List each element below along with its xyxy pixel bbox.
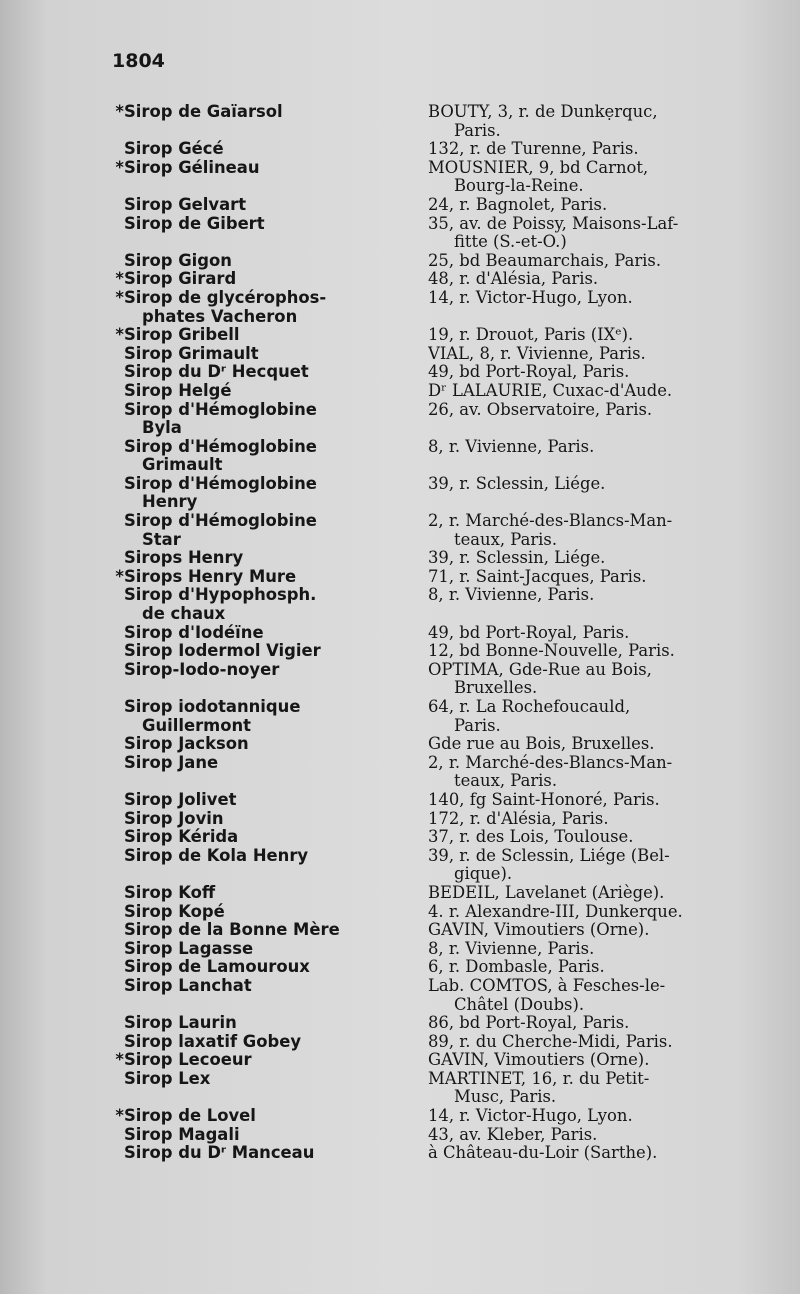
product-name-text: Sirop d'Hémoglobine xyxy=(124,400,317,419)
address xyxy=(428,215,786,252)
address xyxy=(428,754,786,791)
product-name-line xyxy=(112,363,428,382)
address xyxy=(428,1126,786,1145)
directory-entry xyxy=(112,382,792,401)
address xyxy=(428,624,786,643)
asterisk-mark: * xyxy=(115,326,124,345)
product-name-text: Sirop Gelvart xyxy=(124,195,247,214)
product-name xyxy=(112,940,428,959)
product-name-text: Sirop Lagasse xyxy=(124,939,254,958)
directory-entry xyxy=(112,438,792,475)
address xyxy=(428,252,786,271)
product-name-text: Sirop Gribell xyxy=(124,326,240,345)
address-line: 37, r. des Lois, Toulouse. xyxy=(428,828,634,847)
address xyxy=(428,810,786,829)
product-name-line xyxy=(112,586,428,605)
address xyxy=(428,940,786,959)
product-name-line xyxy=(112,642,428,661)
directory-entry xyxy=(112,1033,792,1052)
product-name-text: Sirop de glycérophos- xyxy=(124,288,327,307)
asterisk-mark: * xyxy=(115,270,124,289)
product-name-text: de chaux xyxy=(142,605,226,624)
address xyxy=(428,847,786,884)
address-line: 6, r. Dombasle, Paris. xyxy=(428,958,605,977)
address-line: BOUTY, 3, r. de Dunkẹrquc, xyxy=(428,103,658,121)
product-name-line xyxy=(112,661,428,680)
directory-entry xyxy=(112,884,792,903)
product-name xyxy=(112,958,428,977)
address-line: 12, bd Bonne-Nouvelle, Paris. xyxy=(428,642,675,661)
product-name-text: Sirop Lecoeur xyxy=(124,1051,252,1070)
product-name xyxy=(112,1014,428,1033)
product-name-line xyxy=(112,1033,428,1052)
product-name-line xyxy=(112,196,428,215)
product-name-text: Sirop Jovin xyxy=(124,809,224,828)
address-line: 71, r. Saint-Jacques, Paris. xyxy=(428,567,647,586)
directory-entry xyxy=(112,326,792,345)
product-name-text: Sirop Girard xyxy=(124,270,237,289)
product-name xyxy=(112,363,428,382)
address-line: 48, r. d'Alésia, Paris. xyxy=(428,270,599,289)
directory-entry xyxy=(112,735,792,754)
product-name xyxy=(112,884,428,903)
directory-entry xyxy=(112,140,792,159)
address-continuation: Bourg-la-Reine. xyxy=(454,177,584,196)
address xyxy=(428,326,786,345)
product-name-text: Sirop iodotannique xyxy=(124,698,301,716)
directory-entry xyxy=(112,828,792,847)
asterisk-mark: * xyxy=(115,158,124,177)
asterisk-mark: * xyxy=(115,103,124,121)
product-name-continuation xyxy=(112,419,428,438)
directory-entry xyxy=(112,1144,792,1163)
product-name-line xyxy=(112,1144,428,1163)
address xyxy=(428,568,786,587)
product-name-line xyxy=(112,977,428,996)
address-line: 39, r. Sclessin, Liége. xyxy=(428,474,606,493)
product-name xyxy=(112,382,428,401)
product-name-continuation xyxy=(112,456,428,475)
product-name xyxy=(112,252,428,271)
product-name xyxy=(112,326,428,345)
address-line: Lab. COMTOS, à Fesches-le- xyxy=(428,976,666,995)
product-name-text: Sirop d'Hémoglobine xyxy=(124,512,317,531)
directory-entry xyxy=(112,698,792,735)
directory-entry xyxy=(112,549,792,568)
address xyxy=(428,512,786,549)
product-name-line xyxy=(112,326,428,345)
asterisk-mark: * xyxy=(115,1051,124,1070)
product-name xyxy=(112,1051,428,1070)
address-line: 140, fg Saint-Honoré, Paris. xyxy=(428,790,660,809)
directory-entry xyxy=(112,1126,792,1145)
address xyxy=(428,438,786,475)
product-name-line xyxy=(112,438,428,457)
product-name xyxy=(112,847,428,884)
product-name-text: Sirop Gigon xyxy=(124,251,232,270)
product-name xyxy=(112,642,428,661)
address xyxy=(428,977,786,1014)
address xyxy=(428,382,786,401)
product-name-text: Grimault xyxy=(142,456,223,475)
address-continuation: Paris. xyxy=(454,716,501,735)
product-name-text: Sirop du Dʳ Hecquet xyxy=(124,363,309,382)
address-line: à Château-du-Loir (Sarthe). xyxy=(428,1144,658,1163)
address-continuation: Châtel (Doubs). xyxy=(454,995,585,1014)
product-name-line xyxy=(112,215,428,234)
product-name-text: Sirop Grimault xyxy=(124,344,259,363)
directory-entry xyxy=(112,401,792,438)
address xyxy=(428,958,786,977)
product-name-text: Sirop Jane xyxy=(124,753,219,772)
product-name-line xyxy=(112,159,428,178)
directory-entry xyxy=(112,289,792,326)
product-name xyxy=(112,977,428,1014)
address-line: 8, r. Vivienne, Paris. xyxy=(428,437,595,456)
directory-entry xyxy=(112,847,792,884)
address xyxy=(428,140,786,159)
directory-entry xyxy=(112,903,792,922)
product-name xyxy=(112,1126,428,1145)
address-line: 86, bd Port-Royal, Paris. xyxy=(428,1014,630,1033)
address xyxy=(428,196,786,215)
product-name-line xyxy=(112,1014,428,1033)
product-name-text: Sirop Gélineau xyxy=(124,158,260,177)
product-name xyxy=(112,1033,428,1052)
product-name-text: Star xyxy=(142,530,181,549)
address-line: 24, r. Bagnolet, Paris. xyxy=(428,195,608,214)
address-line: 14, r. Victor-Hugo, Lyon. xyxy=(428,288,633,307)
product-name-continuation xyxy=(112,493,428,512)
asterisk-mark: * xyxy=(115,288,124,307)
directory-entry xyxy=(112,754,792,791)
product-name-line xyxy=(112,1051,428,1070)
directory-entry xyxy=(112,977,792,1014)
product-name-line xyxy=(112,103,428,122)
product-name-text: Sirop d'Iodéïne xyxy=(124,623,264,642)
directory-entry xyxy=(112,624,792,643)
address-continuation: Paris. xyxy=(454,121,501,140)
address-continuation: Bruxelles. xyxy=(454,679,538,698)
product-name xyxy=(112,754,428,791)
product-name xyxy=(112,512,428,549)
address-continuation: teaux, Paris. xyxy=(454,530,558,549)
product-name-line xyxy=(112,828,428,847)
address-continuation: Musc, Paris. xyxy=(454,1088,557,1107)
product-name-line xyxy=(112,512,428,531)
product-name-line xyxy=(112,698,428,717)
product-name xyxy=(112,828,428,847)
product-name xyxy=(112,438,428,475)
address-line: 132, r. de Turenne, Paris. xyxy=(428,140,639,159)
address xyxy=(428,1144,786,1163)
product-name-text: Sirop laxatif Gobey xyxy=(124,1032,302,1051)
product-name-text: Sirop Iodermol Vigier xyxy=(124,642,321,661)
directory-entry xyxy=(112,345,792,364)
product-name-text: Guillermont xyxy=(142,716,252,735)
address-line: BEDEIL, Lavelanet (Ariège). xyxy=(428,883,665,902)
address xyxy=(428,884,786,903)
product-name xyxy=(112,289,428,326)
address xyxy=(428,921,786,940)
product-name-text: Sirop du Dʳ Manceau xyxy=(124,1144,315,1163)
directory-entry xyxy=(112,940,792,959)
product-name-text: Sirops Henry xyxy=(124,549,244,568)
product-name-text: Sirop de la Bonne Mère xyxy=(124,921,340,940)
product-name xyxy=(112,196,428,215)
address-continuation: teaux, Paris. xyxy=(454,772,558,791)
directory-entry xyxy=(112,475,792,512)
address-continuation: fitte (S.-et-O.) xyxy=(454,233,567,252)
product-name xyxy=(112,624,428,643)
directory-entry xyxy=(112,642,792,661)
product-name-text: Sirop Lanchat xyxy=(124,976,252,995)
product-name-line xyxy=(112,884,428,903)
address-line: MARTINET, 16, r. du Petit- xyxy=(428,1069,650,1088)
product-name xyxy=(112,401,428,438)
address xyxy=(428,828,786,847)
product-name-line xyxy=(112,382,428,401)
address-line: 26, av. Observatoire, Paris. xyxy=(428,400,653,419)
product-name-line xyxy=(112,1126,428,1145)
product-name xyxy=(112,1107,428,1126)
directory-entry xyxy=(112,958,792,977)
address-line: 49, bd Port-Royal, Paris. xyxy=(428,623,630,642)
product-name-text: Sirop Helgé xyxy=(124,381,232,400)
product-name xyxy=(112,921,428,940)
address-continuation: gique). xyxy=(454,865,513,884)
product-name-line xyxy=(112,252,428,271)
address xyxy=(428,1051,786,1070)
directory-entry xyxy=(112,103,792,140)
product-name xyxy=(112,568,428,587)
address-line: 8, r. Vivienne, Paris. xyxy=(428,939,595,958)
address xyxy=(428,1033,786,1052)
product-name-line xyxy=(112,940,428,959)
product-name xyxy=(112,103,428,140)
address xyxy=(428,270,786,289)
product-name xyxy=(112,270,428,289)
address xyxy=(428,791,786,810)
address-line: 4. r. Alexandre-III, Dunkerque. xyxy=(428,902,683,921)
directory-entry xyxy=(112,1070,792,1107)
product-name-text: Sirop de Lamouroux xyxy=(124,958,310,977)
product-name-line xyxy=(112,345,428,364)
address xyxy=(428,401,786,438)
product-name-text: Sirop Gécé xyxy=(124,140,224,159)
product-name-text: Sirop de Gaïarsol xyxy=(124,103,283,121)
product-name xyxy=(112,345,428,364)
product-name-text: phates Vacheron xyxy=(142,307,298,326)
directory-entry xyxy=(112,791,792,810)
product-name-text: Sirop Lex xyxy=(124,1069,211,1088)
address xyxy=(428,345,786,364)
product-name xyxy=(112,735,428,754)
product-name-text: Byla xyxy=(142,419,182,438)
address xyxy=(428,1014,786,1033)
address-line: 172, r. d'Alésia, Paris. xyxy=(428,809,609,828)
address xyxy=(428,549,786,568)
address-line: 2, r. Marché-des-Blancs-Man- xyxy=(428,753,673,772)
address xyxy=(428,735,786,754)
address xyxy=(428,586,786,623)
address-line: 64, r. La Rochefoucauld, xyxy=(428,698,631,716)
product-name-continuation xyxy=(112,717,428,736)
product-name-text: Sirop d'Hémoglobine xyxy=(124,437,317,456)
address-line: 89, r. du Cherche-Midi, Paris. xyxy=(428,1032,673,1051)
directory-entry xyxy=(112,159,792,196)
address xyxy=(428,1070,786,1107)
directory-entry xyxy=(112,1051,792,1070)
address xyxy=(428,661,786,698)
product-name xyxy=(112,549,428,568)
product-name-text: Sirop-Iodo-noyer xyxy=(124,660,280,679)
directory-entry xyxy=(112,1107,792,1126)
address-line: Dʳ LALAURIE, Cuxac-d'Aude. xyxy=(428,381,673,400)
product-name-line xyxy=(112,1070,428,1089)
directory-entry xyxy=(112,921,792,940)
product-name-line xyxy=(112,270,428,289)
directory-entry xyxy=(112,568,792,587)
product-name-text: Sirops Henry Mure xyxy=(124,567,297,586)
address xyxy=(428,903,786,922)
directory-entry xyxy=(112,252,792,271)
product-name-line xyxy=(112,549,428,568)
directory-entry xyxy=(112,586,792,623)
directory-entry xyxy=(112,215,792,252)
product-name xyxy=(112,661,428,698)
address-line: 2, r. Marché-des-Blancs-Man- xyxy=(428,512,673,531)
address-line: MOUSNIER, 9, bd Carnot, xyxy=(428,158,649,177)
address xyxy=(428,289,786,326)
address-line: 35, av. de Poissy, Maisons-Laf- xyxy=(428,214,679,233)
address-line: 49, bd Port-Royal, Paris. xyxy=(428,363,630,382)
product-name-text: Sirop de Lovel xyxy=(124,1107,256,1126)
product-name-text: Sirop de Gibert xyxy=(124,214,265,233)
directory-entry xyxy=(112,661,792,698)
product-name xyxy=(112,215,428,252)
page-number: 1804 xyxy=(112,50,165,72)
product-name-line xyxy=(112,289,428,308)
product-name-line xyxy=(112,735,428,754)
product-name-line xyxy=(112,475,428,494)
address xyxy=(428,363,786,382)
product-name xyxy=(112,1070,428,1107)
address xyxy=(428,1107,786,1126)
product-name-line xyxy=(112,791,428,810)
directory-entry xyxy=(112,196,792,215)
address-line: OPTIMA, Gde-Rue au Bois, xyxy=(428,660,652,679)
entry-list xyxy=(112,103,792,1163)
address-line: Gde rue au Bois, Bruxelles. xyxy=(428,735,655,754)
product-name-continuation xyxy=(112,531,428,550)
product-name xyxy=(112,791,428,810)
product-name-text: Sirop Laurin xyxy=(124,1014,237,1033)
product-name-line xyxy=(112,140,428,159)
product-name-line xyxy=(112,903,428,922)
product-name-line xyxy=(112,958,428,977)
directory-entry xyxy=(112,512,792,549)
product-name-line xyxy=(112,624,428,643)
product-name xyxy=(112,475,428,512)
product-name-line xyxy=(112,810,428,829)
product-name-line xyxy=(112,568,428,587)
product-name-continuation xyxy=(112,308,428,327)
address-line: 8, r. Vivienne, Paris. xyxy=(428,586,595,605)
product-name-line xyxy=(112,921,428,940)
address-line: 19, r. Drouot, Paris (IXᵉ). xyxy=(428,326,634,345)
product-name-line xyxy=(112,847,428,866)
asterisk-mark: * xyxy=(115,1107,124,1126)
product-name xyxy=(112,586,428,623)
product-name-text: Sirop Jolivet xyxy=(124,790,237,809)
product-name-text: Sirop de Kola Henry xyxy=(124,846,309,865)
product-name xyxy=(112,140,428,159)
address-line: 14, r. Victor-Hugo, Lyon. xyxy=(428,1107,633,1126)
product-name-text: Sirop Kopé xyxy=(124,902,225,921)
product-name-text: Sirop Koff xyxy=(124,883,216,902)
directory-entry xyxy=(112,363,792,382)
product-name xyxy=(112,1144,428,1163)
product-name xyxy=(112,810,428,829)
address xyxy=(428,103,786,140)
product-name xyxy=(112,903,428,922)
directory-entry xyxy=(112,810,792,829)
product-name-continuation xyxy=(112,605,428,624)
product-name-text: Sirop Kérida xyxy=(124,828,239,847)
address-line: 39, r. de Sclessin, Liége (Bel- xyxy=(428,846,670,865)
address-line: VIAL, 8, r. Vivienne, Paris. xyxy=(428,344,646,363)
address xyxy=(428,475,786,512)
product-name xyxy=(112,159,428,196)
address-line: 39, r. Sclessin, Liége. xyxy=(428,549,606,568)
product-name-text: Sirop Jackson xyxy=(124,735,249,754)
directory-entry xyxy=(112,270,792,289)
directory-entry xyxy=(112,1014,792,1033)
product-name-text: Sirop d'Hémoglobine xyxy=(124,474,317,493)
address xyxy=(428,159,786,196)
address xyxy=(428,642,786,661)
address-line: 25, bd Beaumarchais, Paris. xyxy=(428,251,662,270)
product-name-text: Sirop Magali xyxy=(124,1125,240,1144)
address-line: GAVIN, Vimoutiers (Orne). xyxy=(428,1051,650,1070)
product-name-line xyxy=(112,1107,428,1126)
product-name xyxy=(112,698,428,735)
product-name-line xyxy=(112,754,428,773)
product-name-text: Henry xyxy=(142,493,198,512)
asterisk-mark: * xyxy=(115,567,124,586)
address xyxy=(428,698,786,735)
address-line: 43, av. Kleber, Paris. xyxy=(428,1125,598,1144)
product-name-text: Sirop d'Hypophosph. xyxy=(124,586,317,605)
address-line: GAVIN, Vimoutiers (Orne). xyxy=(428,921,650,940)
product-name-line xyxy=(112,401,428,420)
